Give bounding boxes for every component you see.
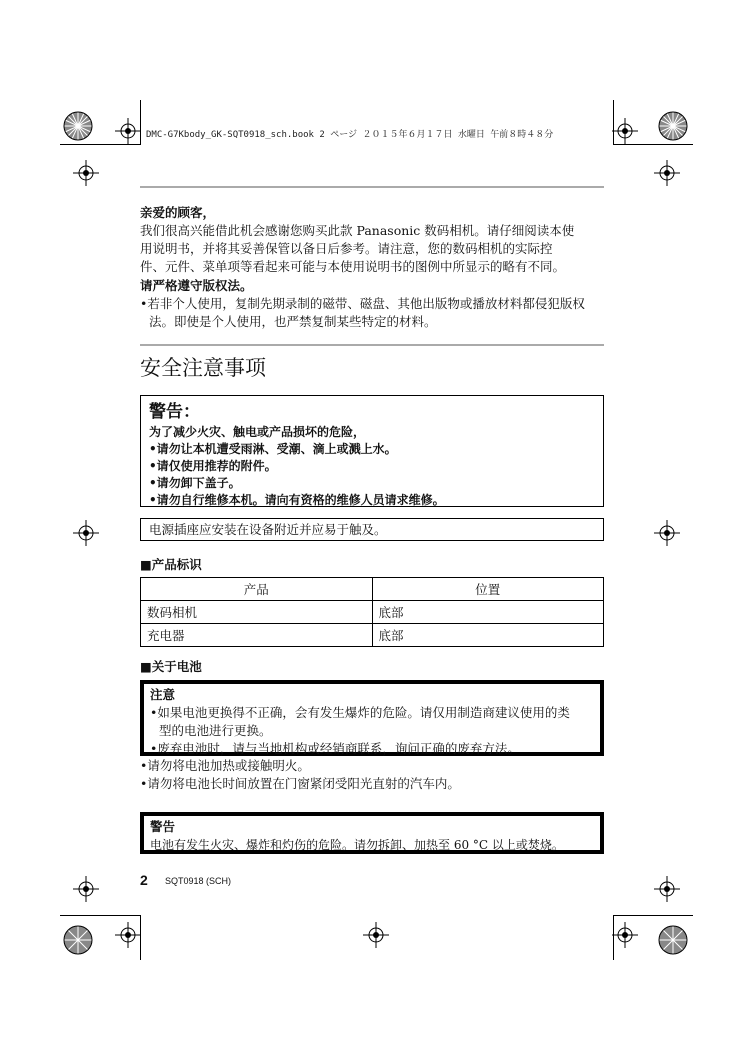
battery-note: •请勿将电池长时间放置在门窗紧闭受阳光直射的汽车内。 bbox=[140, 776, 460, 791]
table-header-row bbox=[141, 578, 604, 601]
salutation: 亲爱的顾客， bbox=[140, 205, 216, 220]
battery-heading: ■关于电池 bbox=[140, 659, 202, 674]
crop-line bbox=[60, 915, 140, 916]
intro-section bbox=[140, 204, 604, 276]
caution-item: 型的电池进行更换。 bbox=[159, 723, 272, 738]
warning-box bbox=[140, 395, 604, 507]
crop-line bbox=[613, 915, 614, 960]
crosshair-mark-bottom-center bbox=[363, 922, 389, 952]
intro-line: 用说明书，并将其妥善保管以备日后参考。请注意，您的数码相机的实际控 bbox=[140, 241, 553, 256]
intro-line: 件、元件、菜单项等看起来可能与本使用说明书的图例中所显示的略有不同。 bbox=[140, 259, 566, 274]
registration-mark-bottom-left bbox=[60, 922, 96, 962]
crop-line bbox=[140, 915, 141, 960]
crosshair-mark-right-middle bbox=[654, 520, 680, 550]
table-cell: 底部 bbox=[372, 601, 604, 624]
page-number: 2 bbox=[140, 872, 148, 888]
copyright-text: •若非个人使用，复制先期录制的磁带、磁盘、其他出版物或播放材料都侵犯版权 bbox=[140, 296, 585, 311]
caution-title: 注意 bbox=[150, 687, 176, 702]
safety-heading: 安全注意事项 bbox=[140, 356, 266, 380]
crop-line bbox=[613, 915, 693, 916]
copyright-title: 请严格遵守版权法。 bbox=[140, 278, 253, 293]
copyright-text: 法。即使是个人使用，也严禁复制某些特定的材料。 bbox=[149, 314, 437, 329]
crosshair-mark-left-middle bbox=[73, 520, 99, 550]
battery-note: •请勿将电池加热或接触明火。 bbox=[140, 758, 310, 773]
column-header: 产品 bbox=[141, 578, 373, 601]
product-id-heading: ■产品标识 bbox=[140, 557, 202, 572]
outlet-note: 电源插座应安装在设备附近并应易于触及。 bbox=[149, 522, 387, 537]
battery-warning-box bbox=[140, 812, 604, 854]
warning-intro: 为了减少火灾、触电或产品损坏的危险， bbox=[149, 425, 366, 439]
crop-line bbox=[140, 100, 141, 145]
crosshair-mark-left-top bbox=[73, 160, 99, 190]
caution-item: •如果电池更换得不正确，会有发生爆炸的危险。请仅用制造商建议使用的类 bbox=[150, 705, 570, 720]
table-cell: 数码相机 bbox=[141, 601, 373, 624]
crosshair-mark-left-bottom bbox=[73, 876, 99, 906]
table-cell: 底部 bbox=[372, 624, 604, 647]
battery-warning-title: 警告 bbox=[150, 819, 176, 834]
table-row bbox=[141, 624, 604, 647]
crosshair-mark-bottom-right bbox=[612, 922, 638, 952]
warning-item: •请勿让本机遭受雨淋、受潮、滴上或溅上水。 bbox=[149, 442, 397, 456]
battery-warning-text: 电池有发生火灾、爆炸和灼伤的危险。请勿拆卸、加热至 60 °C 以上或焚烧。 bbox=[150, 838, 564, 852]
section-rule bbox=[140, 344, 604, 346]
warning-title: 警告： bbox=[149, 402, 200, 422]
copyright-section bbox=[140, 277, 604, 331]
product-id-table bbox=[140, 577, 604, 647]
registration-mark-bottom-right bbox=[655, 922, 691, 962]
crop-line bbox=[613, 144, 693, 145]
table-cell: 充电器 bbox=[141, 624, 373, 647]
battery-notes bbox=[140, 757, 604, 793]
column-header: 位置 bbox=[372, 578, 604, 601]
file-info-line: DMC-G7Kbody_GK-SQT0918_sch.book 2 ページ ２０１５年６月１７日 水曜日 午前８時４８分 bbox=[146, 130, 554, 140]
intro-line: 我们很高兴能借此机会感谢您购买此款 Panasonic 数码相机。请仔细阅读本使 bbox=[140, 223, 575, 238]
warning-item: •请勿卸下盖子。 bbox=[149, 476, 241, 490]
registration-mark-top-left bbox=[60, 108, 96, 148]
crosshair-mark-right-top bbox=[654, 160, 680, 190]
table-row bbox=[141, 601, 604, 624]
registration-mark-top-right bbox=[655, 108, 691, 148]
warning-item: •请勿自行维修本机。请向有资格的维修人员请求维修。 bbox=[149, 493, 445, 507]
caution-item: •废弃电池时，请与当地机构或经销商联系，询问正确的废弃方法。 bbox=[150, 741, 520, 756]
crosshair-mark-right-bottom bbox=[654, 876, 680, 906]
crop-line bbox=[613, 100, 614, 145]
crosshair-mark-bottom-left bbox=[115, 922, 141, 952]
top-rule bbox=[140, 186, 604, 188]
outlet-note-box bbox=[140, 518, 604, 541]
doc-code: SQT0918 (SCH) bbox=[165, 876, 232, 886]
battery-caution-box bbox=[140, 680, 604, 756]
warning-item: •请仅使用推荐的附件。 bbox=[149, 459, 277, 473]
crop-line bbox=[60, 144, 140, 145]
